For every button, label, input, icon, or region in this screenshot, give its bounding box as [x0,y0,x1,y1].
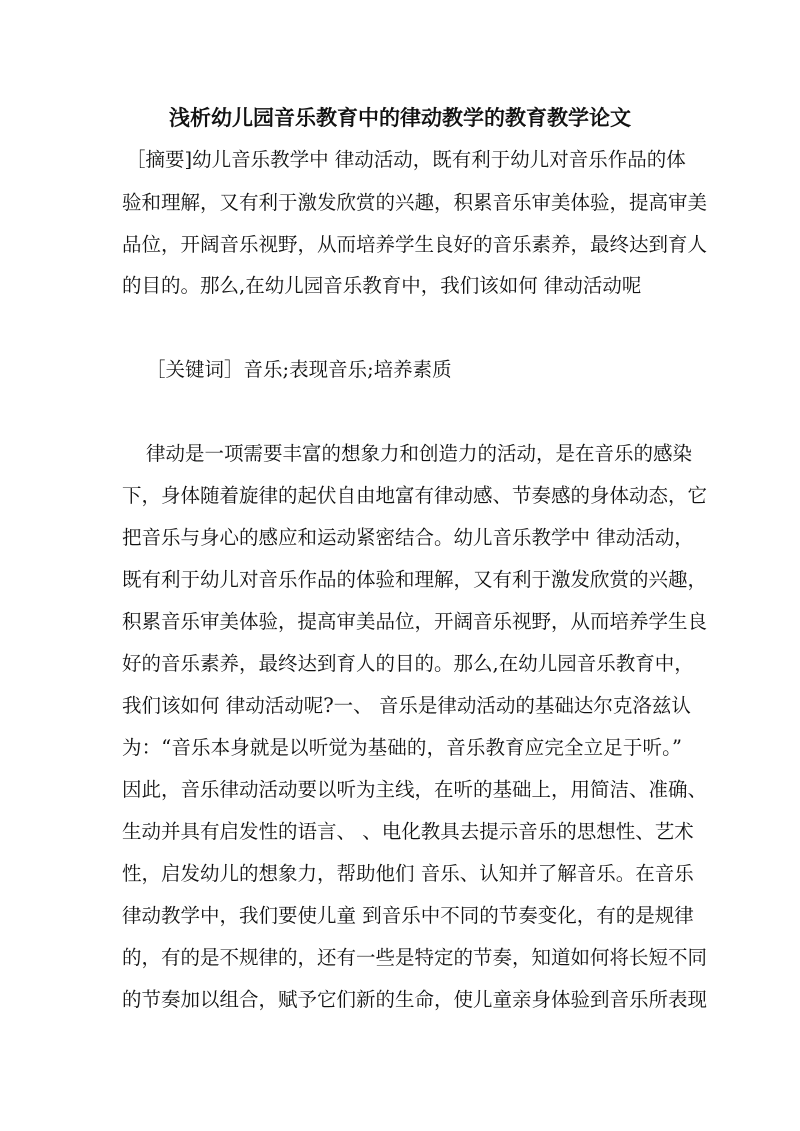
body-line: 下，身体随着旋律的起伏自由地富有律动感、节奏感的身体动态，它 [122,484,708,507]
body-line: 的节奏加以组合，赋予它们新的生命，使儿童亲身体验到音乐所表现 [122,988,708,1011]
body-line: 因此，音乐律动活动要以听为主线，在听的基础上，用简洁、准确、 [122,778,708,801]
body-line: 把音乐与身心的感应和运动紧密结合。幼儿音乐教学中 律动活动， [122,526,694,549]
abstract-line: 的目的。那么,在幼儿园音乐教育中，我们该如何 律动活动呢 [122,274,642,297]
body-line: 律动是一项需要丰富的想象力和创造力的活动，是在音乐的感染 [146,442,693,465]
body-line: 律动教学中，我们要使儿童 到音乐中不同的节奏变化，有的是规律 [122,904,694,927]
abstract-line: 品位，开阔音乐视野，从而培养学生良好的音乐素养，最终达到育人 [122,233,708,256]
document-title: 浅析幼儿园音乐教育中的律动教学的教育教学论文 [169,105,631,130]
body-line: 好的音乐素养，最终达到育人的目的。那么,在幼儿园音乐教育中， [122,652,694,675]
abstract-line: ［摘要]幼儿音乐教学中 律动活动，既有利于幼儿对音乐作品的体 [126,148,686,171]
body-line: 为：“音乐本身就是以听觉为基础的，音乐教育应完全立足于听。” [122,736,682,759]
body-line: 生动并具有启发性的语言、 、电化教具去提示音乐的思想性、艺术 [122,820,694,843]
body-line: 既有利于幼儿对音乐作品的体验和理解，又有利于激发欣赏的兴趣， [122,568,708,591]
body-line: 的，有的是不规律的，还有一些是特定的节奏，知道如何将长短不同 [122,946,708,969]
body-line: 积累音乐审美体验，提高审美品位，开阔音乐视野，从而培养学生良 [122,610,708,633]
keywords-line: ［关键词］音乐;表现音乐;培养素质 [146,358,452,381]
body-line: 我们该如何 律动活动呢?一、 音乐是律动活动的基础达尔克洛兹认 [122,694,691,717]
abstract-line: 验和理解，又有利于激发欣赏的兴趣，积累音乐审美体验，提高审美 [122,191,708,214]
body-line: 性，启发幼儿的想象力，帮助他们 音乐、认知并了解音乐。在音乐 [122,862,694,885]
